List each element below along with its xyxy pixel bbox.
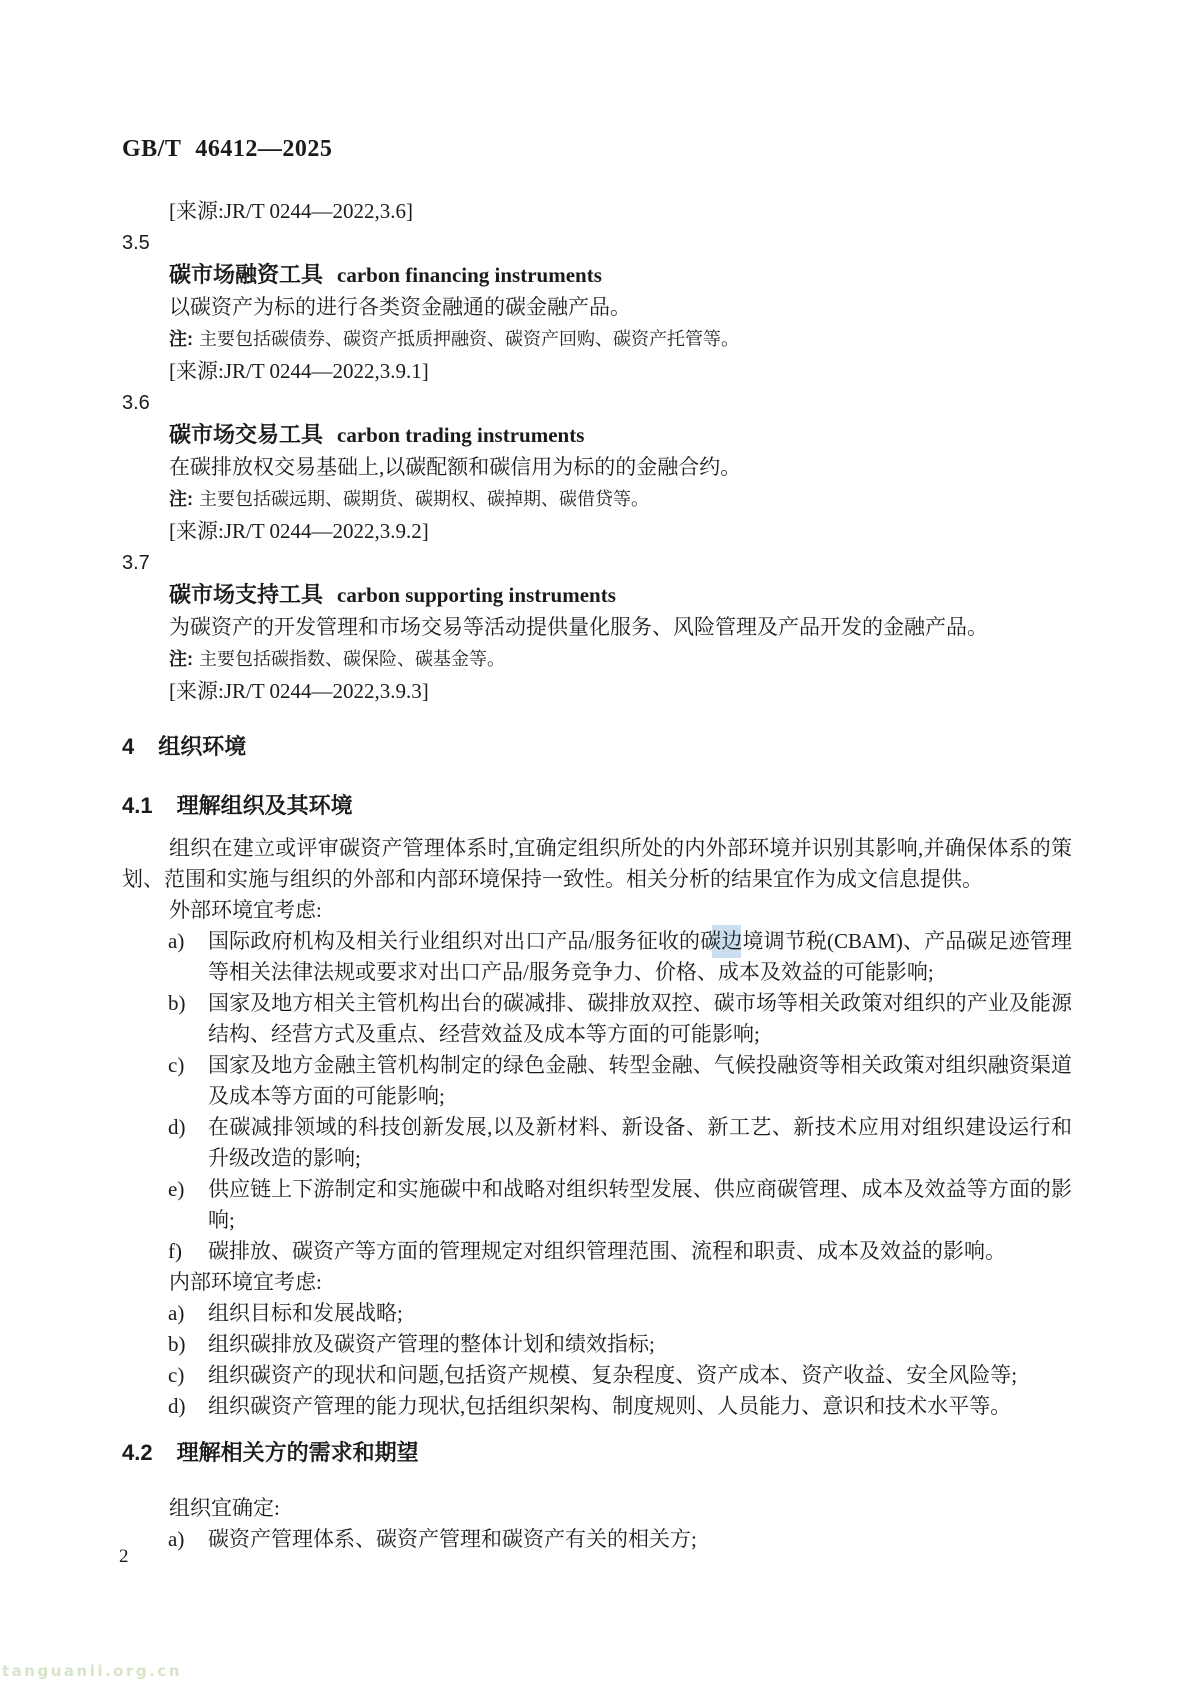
term-en: carbon trading instruments (337, 423, 585, 447)
list-item (122, 1329, 1072, 1360)
subclause-number: 4.1 (122, 793, 153, 818)
list-item-text: 碳资产管理体系、碳资产管理和碳资产有关的相关方; (208, 1527, 697, 1551)
source-line-3-6: [来源:JR/T 0244—2022,3.6] (169, 199, 414, 223)
term-number-3-5: 3.5 (122, 232, 150, 254)
source-line: [来源:JR/T 0244—2022,3.9.3] (169, 679, 429, 703)
watermark-text: tanguanli.org.cn (2, 1662, 182, 1680)
list-item-text: 在碳减排领域的科技创新发展,以及新材料、新设备、新工艺、新技术应用对组织建设运行和升级改造的影响; (208, 1115, 1072, 1170)
list-item-label: f) (168, 1239, 182, 1263)
clause-title: 组织环境 (158, 734, 247, 759)
list-item-text: 国际政府机构及相关行业组织对出口产品/服务征收的碳边境调节税(CBAM)、产品碳足迹管理等相关法律法规或要求对出口产品/服务竞争力、价格、成本及效益的可能影响; (208, 929, 1072, 984)
source-line: [来源:JR/T 0244—2022,3.9.1] (169, 359, 429, 383)
term-note (122, 323, 1072, 355)
term-note (122, 643, 1072, 675)
list-item (122, 1298, 1072, 1329)
list-item-label: e) (168, 1177, 185, 1201)
term-zh: 碳市场交易工具 (169, 422, 324, 447)
list-item-label: d) (168, 1394, 186, 1418)
term-heading-3-7 (122, 579, 1072, 611)
list-item-text: 供应链上下游制定和实施碳中和战略对组织转型发展、供应商碳管理、成本及效益等方面的影响; (208, 1177, 1072, 1232)
list-item-text: 国家及地方相关主管机构出台的碳减排、碳排放双控、碳市场等相关政策对组织的产业及能源结构、经营方式及重点、经营效益及成本等方面的可能影响; (208, 991, 1072, 1046)
term-zh: 碳市场融资工具 (169, 262, 324, 287)
list-item-text: 组织碳资产的现状和问题,包括资产规模、复杂程度、资产成本、资产收益、安全风险等; (208, 1363, 1018, 1387)
term-number-3-7: 3.7 (122, 552, 150, 574)
list-item-text: 组织碳排放及碳资产管理的整体计划和绩效指标; (208, 1332, 655, 1356)
list-item-label: a) (168, 1301, 185, 1325)
list-item (122, 1112, 1072, 1174)
list-item (122, 1524, 1072, 1555)
source-line: [来源:JR/T 0244—2022,3.9.2] (169, 519, 429, 543)
clause-4 (122, 731, 1072, 1555)
list-item-text: 组织目标和发展战略; (208, 1301, 403, 1325)
note-label: 注: (169, 329, 193, 349)
term-definition: 为碳资产的开发管理和市场交易等活动提供量化服务、风险管理及产品开发的金融产品。 (169, 615, 988, 639)
term-heading-3-5 (122, 259, 1072, 291)
term-definition: 以碳资产为标的进行各类资金融通的碳金融产品。 (169, 295, 631, 319)
note-text: 主要包括碳远期、碳期货、碳期权、碳掉期、碳借贷等。 (199, 489, 649, 509)
subclause-title: 理解相关方的需求和期望 (176, 1440, 419, 1465)
clause-4-heading (122, 731, 1072, 762)
list-item-label: a) (168, 929, 185, 953)
list-item-label: d) (168, 1115, 186, 1139)
list-item (122, 1391, 1072, 1422)
external-env-intro: 外部环境宜考虑: (169, 898, 322, 922)
internal-env-intro: 内部环境宜考虑: (169, 1270, 322, 1294)
list-item-text: 组织碳资产管理的能力现状,包括组织架构、制度规则、人员能力、意识和技术水平等。 (208, 1394, 1012, 1418)
note-text: 主要包括碳指数、碳保险、碳基金等。 (199, 649, 505, 669)
list-item (122, 1174, 1072, 1236)
term-zh: 碳市场支持工具 (169, 582, 324, 607)
determine-intro: 组织宜确定: (169, 1496, 280, 1520)
term-en: carbon financing instruments (337, 263, 602, 287)
subclause-number: 4.2 (122, 1440, 153, 1465)
list-item-label: c) (168, 1053, 185, 1077)
list-item (122, 1236, 1072, 1267)
term-definition: 在碳排放权交易基础上,以碳配额和碳信用为标的的金融合约。 (169, 455, 742, 479)
note-label: 注: (169, 649, 193, 669)
list-item-label: b) (168, 1332, 186, 1356)
list-item (122, 988, 1072, 1050)
list-item-text: 国家及地方金融主管机构制定的绿色金融、转型金融、气候投融资等相关政策对组织融资渠道及成本等方面的可能影响; (208, 1053, 1072, 1108)
document-code-header: GB/T 46412—2025 (122, 136, 333, 162)
page-number: 2 (119, 1546, 129, 1567)
term-note (122, 483, 1072, 515)
subclause-4-1-heading (122, 790, 1072, 821)
list-item (122, 1050, 1072, 1112)
subclause-title: 理解组织及其环境 (176, 793, 353, 818)
note-text: 主要包括碳债券、碳资产抵质押融资、碳资产回购、碳资产托管等。 (199, 329, 739, 349)
term-number-3-6: 3.6 (122, 392, 150, 414)
note-label: 注: (169, 489, 193, 509)
list-item (122, 1360, 1072, 1391)
paragraph: 组织在建立或评审碳资产管理体系时,宜确定组织所处的内外部环境并识别其影响,并确保体系的策划、范围和实施与组织的外部和内部环境保持一致性。相关分析的结果宜作为成文信息提供。 (122, 836, 1072, 891)
list-item-label: c) (168, 1363, 185, 1387)
list-item-label: a) (168, 1527, 185, 1551)
page-body (122, 195, 1072, 1555)
list-item-label: b) (168, 991, 186, 1015)
subclause-4-2-heading (122, 1437, 1072, 1468)
list-item-text: 碳排放、碳资产等方面的管理规定对组织管理范围、流程和职责、成本及效益的影响。 (208, 1239, 1006, 1263)
list-item (122, 926, 1072, 988)
clause-number: 4 (122, 734, 135, 759)
term-en: carbon supporting instruments (337, 583, 616, 607)
term-heading-3-6 (122, 419, 1072, 451)
